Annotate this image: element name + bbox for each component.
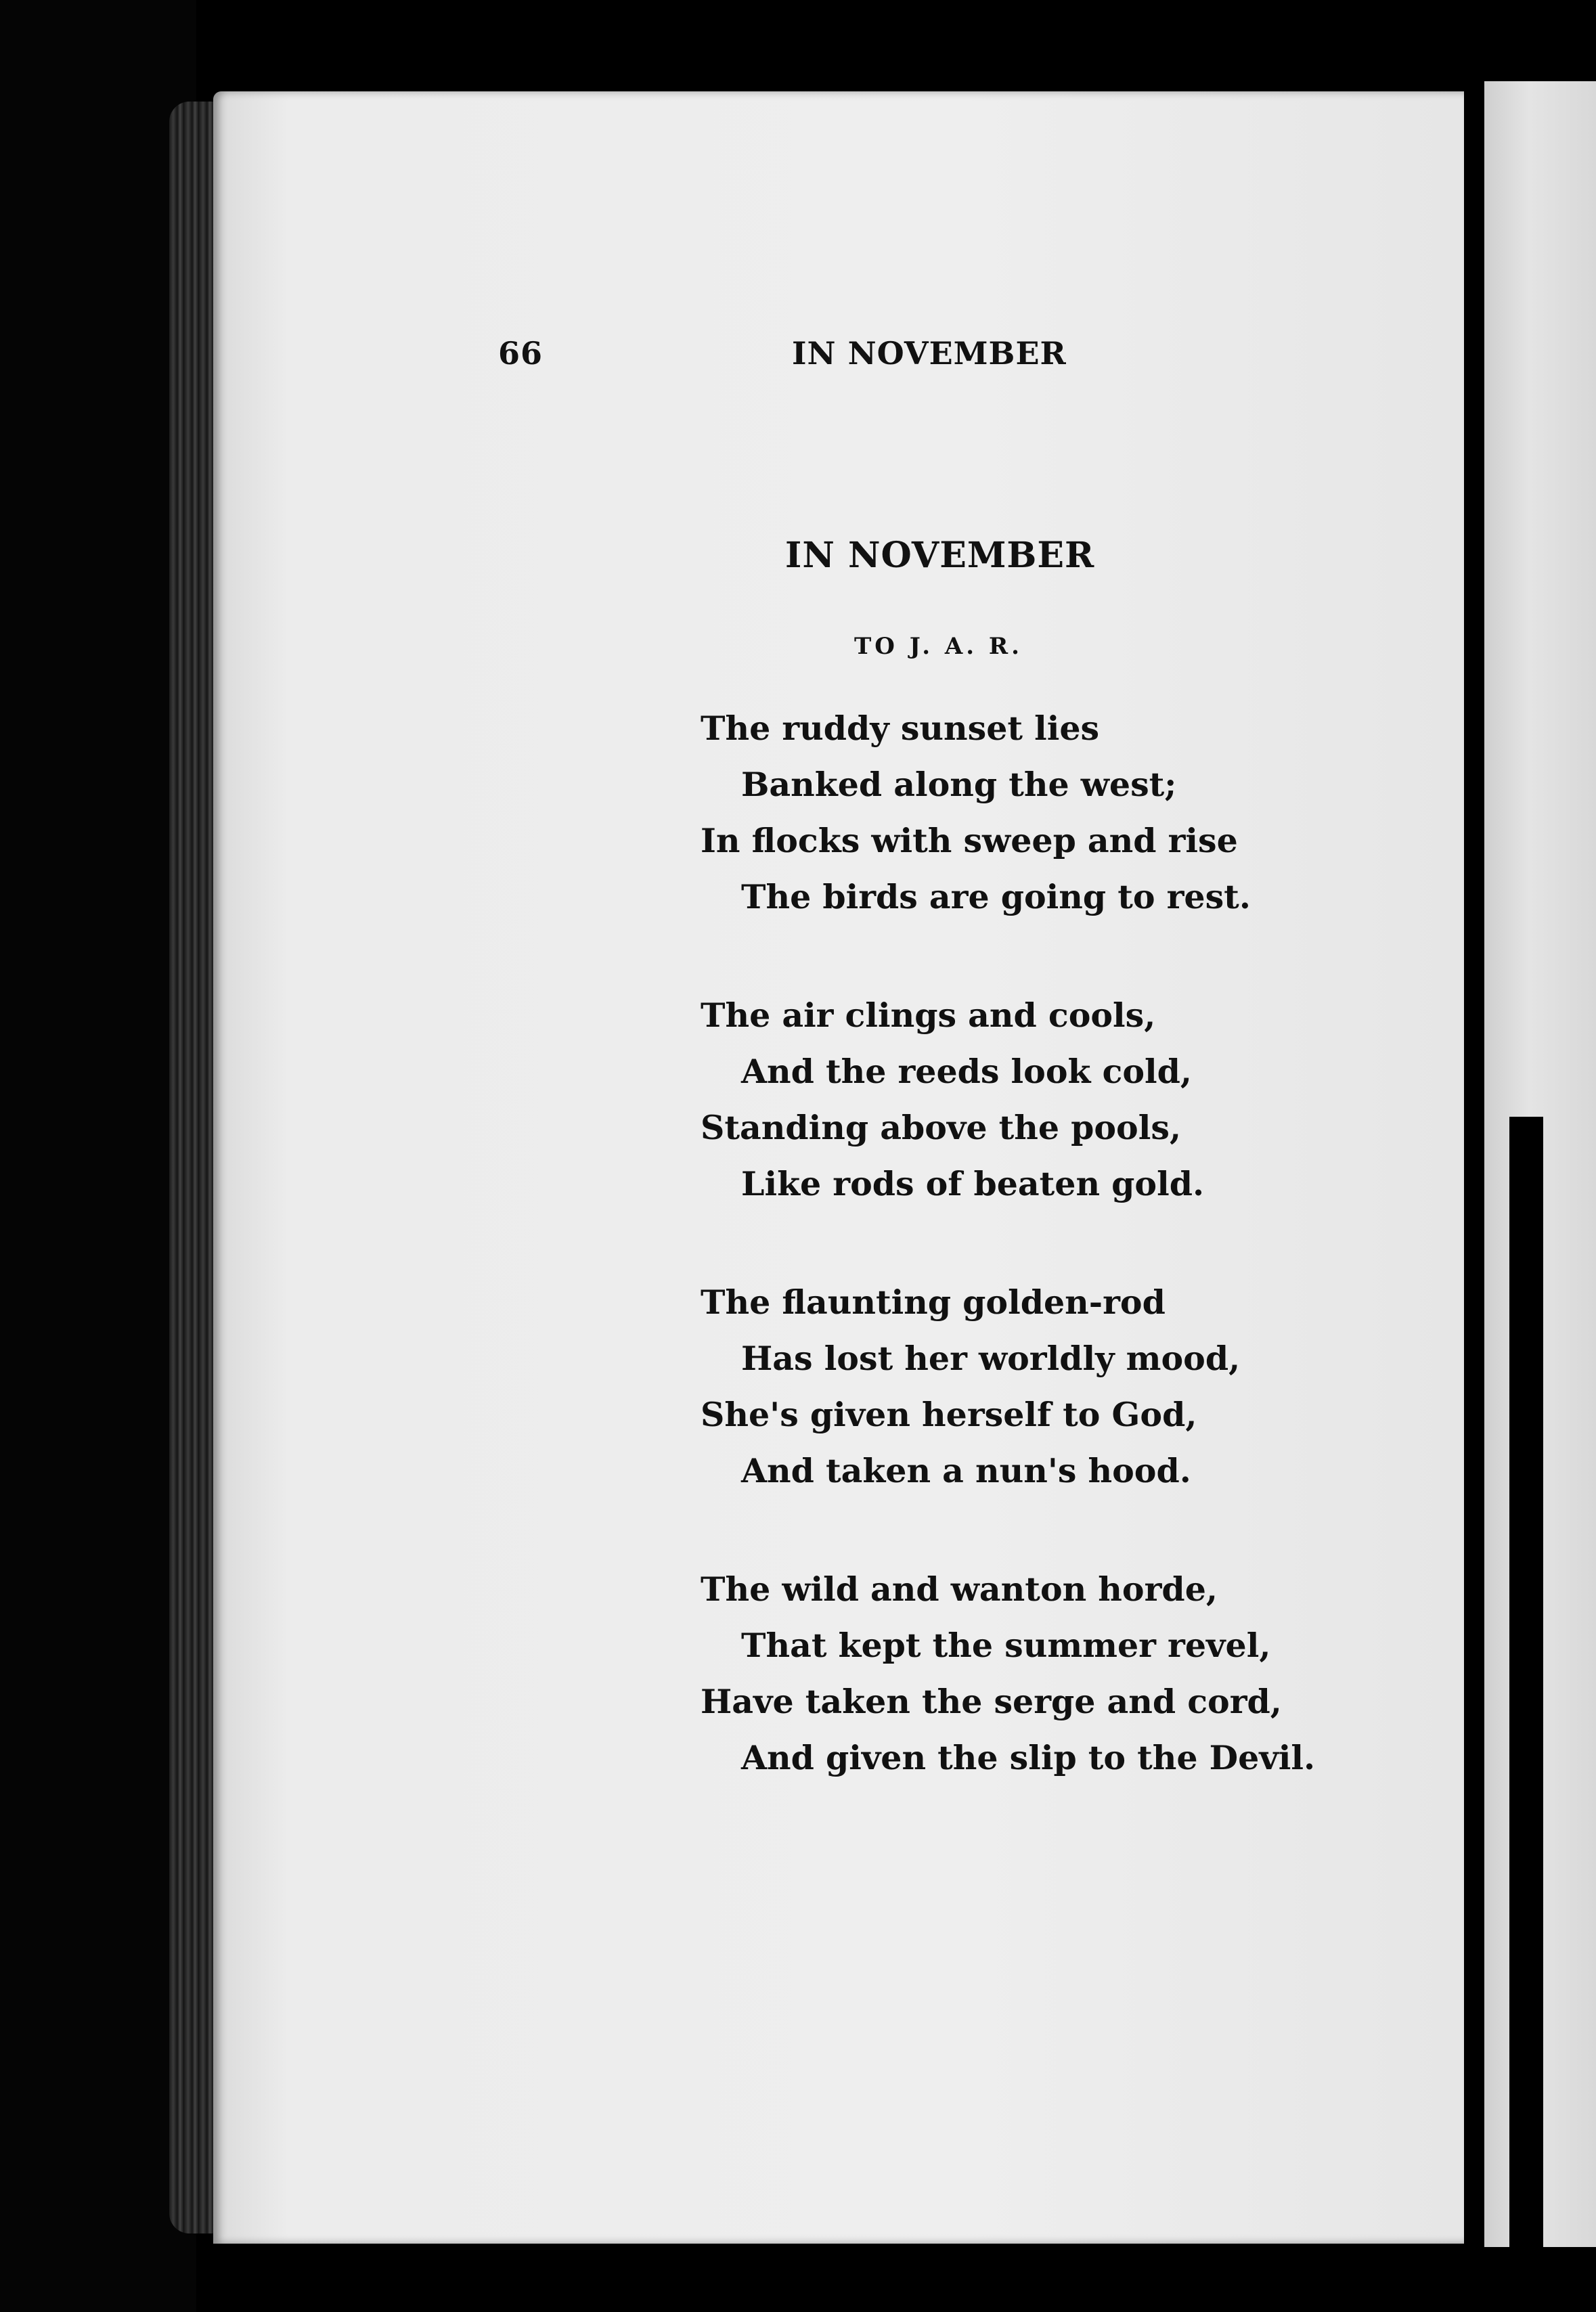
poem-line: And the reeds look cold, (741, 1052, 1192, 1091)
poem-title: IN NOVEMBER (785, 535, 1095, 576)
poem-line: Have taken the serge and cord, (701, 1682, 1282, 1721)
running-title: IN NOVEMBER (792, 335, 1067, 372)
poem-dedication: TO J. A. R. (854, 633, 1023, 660)
poem-line: The ruddy sunset lies (701, 709, 1100, 748)
stanza (701, 1274, 1445, 1499)
poem-line: Banked along the west; (741, 765, 1177, 804)
running-head (0, 335, 1596, 382)
stanza (701, 987, 1445, 1212)
poem-line: That kept the summer revel, (741, 1626, 1271, 1665)
poem-line: And taken a nun's hood. (741, 1451, 1191, 1490)
stanza (701, 1561, 1445, 1786)
poem-line: Like rods of beaten gold. (741, 1164, 1205, 1203)
poem-line: Has lost her worldly mood, (741, 1339, 1241, 1378)
poem-line: She's given herself to God, (701, 1395, 1197, 1434)
poem-line: The wild and wanton horde, (701, 1570, 1218, 1609)
page-number: 66 (498, 335, 544, 372)
poem-line: In flocks with sweep and rise (701, 821, 1238, 860)
poem-line: The flaunting golden-rod (701, 1283, 1166, 1322)
poem-line: The air clings and cools, (701, 996, 1156, 1035)
stanza (701, 701, 1445, 925)
adjacent-page-shadow (1509, 1117, 1543, 2267)
poem-body (701, 701, 1445, 1848)
poem-line: And given the slip to the Devil. (741, 1738, 1316, 1777)
poem-line: Standing above the pools, (701, 1108, 1181, 1147)
poem-line: The birds are going to rest. (741, 877, 1251, 916)
book-gutter (1464, 74, 1484, 2247)
